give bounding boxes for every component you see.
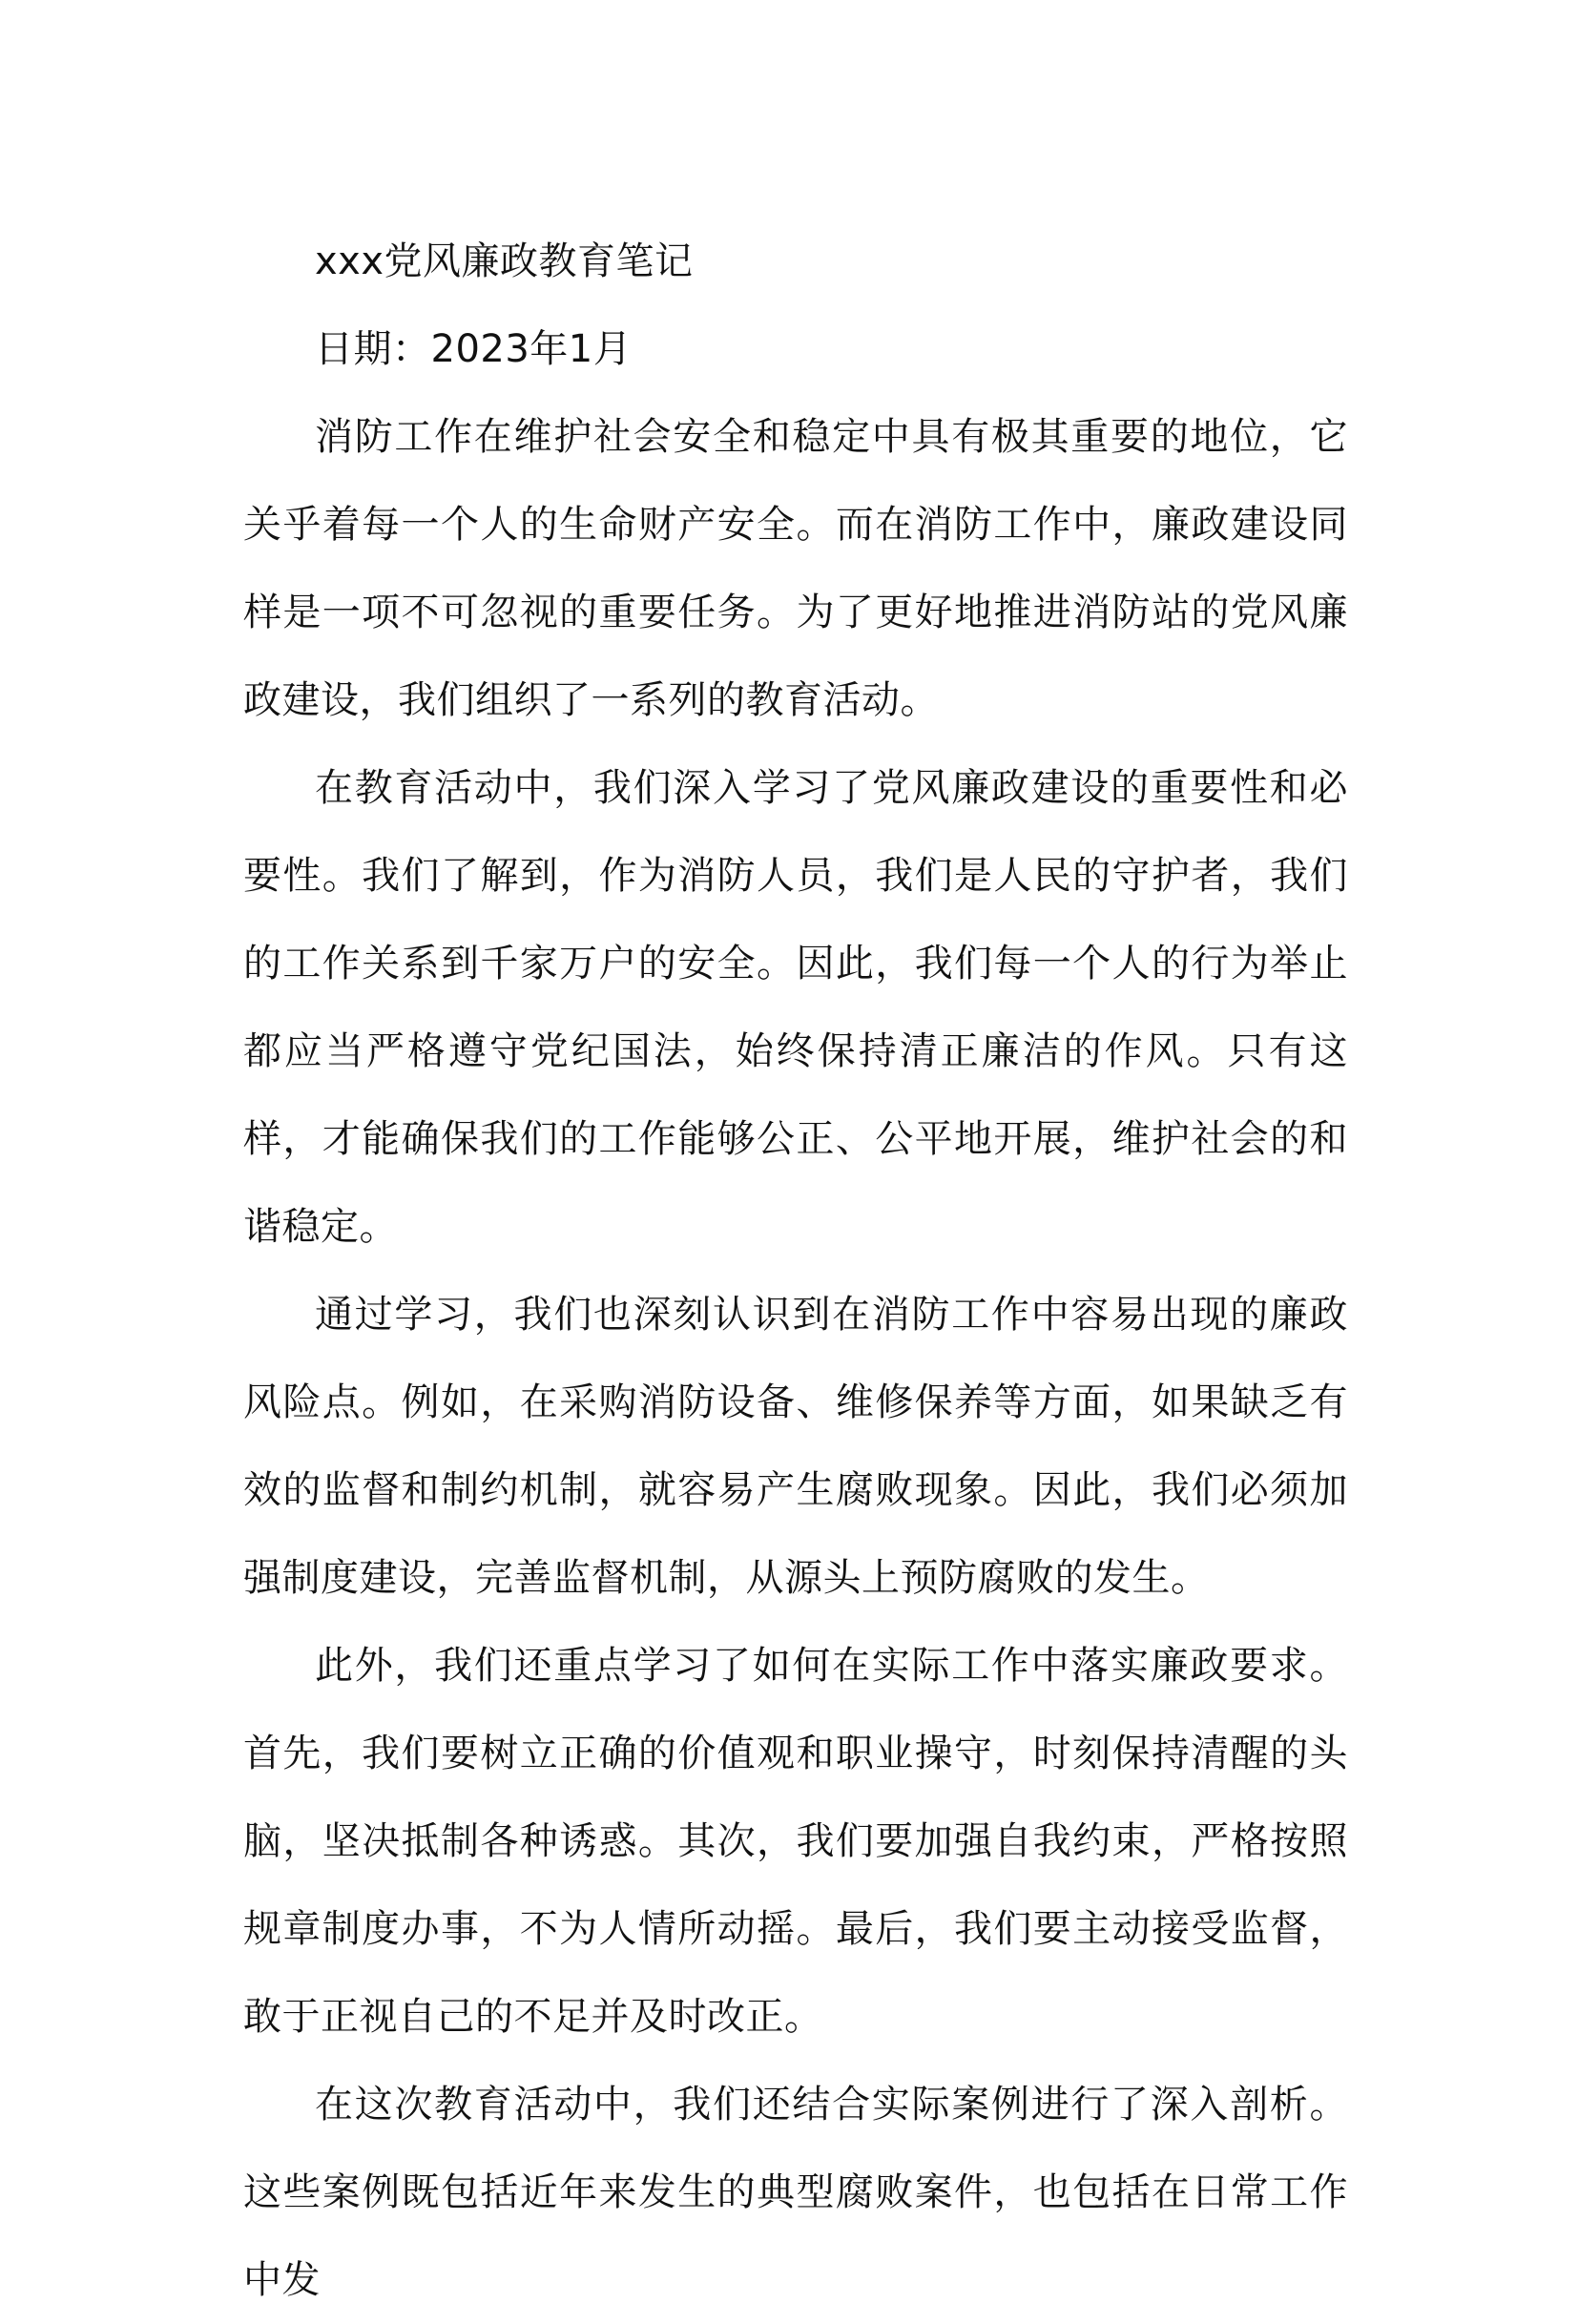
document-date: 日期：2023年1月 bbox=[315, 327, 633, 371]
paragraph: 此外，我们还重点学习了如何在实际工作中落实廉政要求。首先，我们要树立正确的价值观和职业操守，时刻保持清醒的头脑，坚决抵制各种诱惑。其次，我们要加强自我约束，严格按照规章制度办事，不为人情所动摇。最后，我们要主动接受监督，敢于正视自己的不足并及时改正。 bbox=[243, 1644, 1348, 2039]
paragraph: 消防工作在维护社会安全和稳定中具有极其重要的地位，它关乎着每一个人的生命财产安全。而在消防工作中，廉政建设同样是一项不可忽视的重要任务。为了更好地推进消防站的党风廉政建设，我们组织了一系列的教育活动。 bbox=[243, 415, 1348, 722]
document-title: xxx党风廉政教育笔记 bbox=[315, 239, 694, 283]
paragraph: 通过学习，我们也深刻认识到在消防工作中容易出现的廉政风险点。例如，在采购消防设备、维修保养等方面，如果缺乏有效的监督和制约机制，就容易产生腐败现象。因此，我们必须加强制度建设，完善监督机制，从源头上预防腐败的发生。 bbox=[243, 1293, 1348, 1600]
paragraph: 在这次教育活动中，我们还结合实际案例进行了深入剖析。这些案例既包括近年来发生的典型腐败案件，也包括在日常工作中发 bbox=[243, 2083, 1348, 2302]
document-body bbox=[243, 218, 1348, 2324]
paragraph: 在教育活动中，我们深入学习了党风廉政建设的重要性和必要性。我们了解到，作为消防人员，我们是人民的守护者，我们的工作关系到千家万户的安全。因此，我们每一个人的行为举止都应当严格遵守党纪国法，始终保持清正廉洁的作风。只有这样，才能确保我们的工作能够公正、公平地开展，维护社会的和谐稳定。 bbox=[243, 766, 1348, 1249]
